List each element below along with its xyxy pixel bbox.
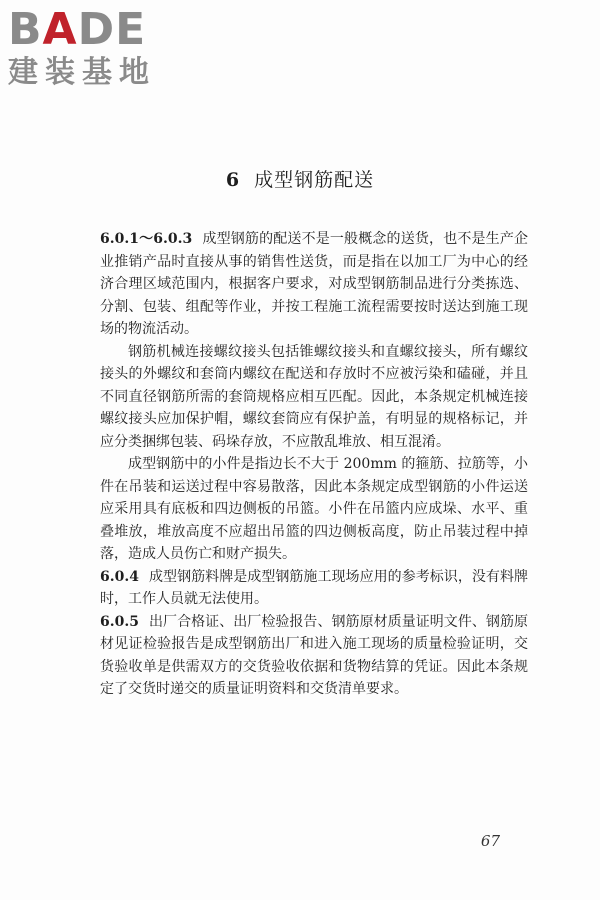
paragraph-threaded-joints	[100, 341, 528, 454]
logo-wordmark	[8, 6, 178, 54]
section-6-0-5	[100, 611, 528, 701]
logo-accent-letter: A	[42, 4, 78, 55]
section-6-0-1-to-6-0-3	[100, 228, 528, 341]
brand-logo	[8, 6, 178, 90]
paragraph-text: 成型钢筋中的小件是指边长不大于 200mm 的箍筋、拉筋等，小件在吊装和运送过程中容易散落，因此本条规定成型钢筋的小件运送应采用具有底板和四边侧板的吊篮。小件在吊篮内应成垛、水平、重叠堆放，堆放高度不应超出吊篮的四边侧板高度，防止吊装过程中掉落，造成人员伤亡和财产损失。	[100, 456, 528, 562]
paragraph-text: 成型钢筋料牌是成型钢筋施工现场应用的参考标识，没有料牌时，工作人员就无法使用。	[100, 568, 528, 607]
chapter-title	[0, 166, 600, 194]
paragraph-text: 成型钢筋的配送不是一般概念的送货，也不是生产企业推销产品时直接从事的销售性送货，而是指在以加工厂为中心的经济合理区域范围内，根据客户要求，对成型钢筋制品进行分类拣选、分割、包装、组配等作业，并按工程施工流程需要按时送达到施工现场的物流活动。	[100, 231, 529, 337]
chapter-title-text: 成型钢筋配送	[254, 169, 375, 191]
paragraph-text: 出厂合格证、出厂检验报告、钢筋原材质量证明文件、钢筋原材见证检验报告是成型钢筋出厂和进入施工现场的质量检验证明，交货验收单是供需双方的交货验收依据和货物结算的凭证。因此本条规定了交货时递交的质量证明资料和交货清单要求。	[100, 613, 528, 697]
logo-letter: B	[8, 4, 43, 55]
body-text	[100, 228, 528, 701]
clause-number: 6.0.4	[100, 568, 139, 585]
logo-subtitle: 建装基地	[8, 55, 156, 90]
section-6-0-4	[100, 566, 528, 611]
clause-number: 6.0.1～6.0.3	[100, 231, 193, 247]
chapter-number: 6	[225, 169, 241, 191]
paragraph-text: 钢筋机械连接螺纹接头包括锥螺纹接头和直螺纹接头，所有螺纹接头的外螺纹和套筒内螺纹在配送和存放时不应被污染和磕碰，并且不同直径钢筋所需的套筒规格应相互匹配。因此，本条规定机械连接螺纹接头应加保护帽，螺纹套筒应有保护盖，有明显的规格标记，并应分类捆绑包装、码垛存放，不应散乱堆放、相互混淆。	[100, 343, 528, 450]
paragraph-small-parts	[100, 453, 528, 566]
clause-number: 6.0.5	[100, 613, 139, 630]
logo-letters: DE	[77, 4, 147, 55]
page-number: 67	[480, 832, 500, 850]
